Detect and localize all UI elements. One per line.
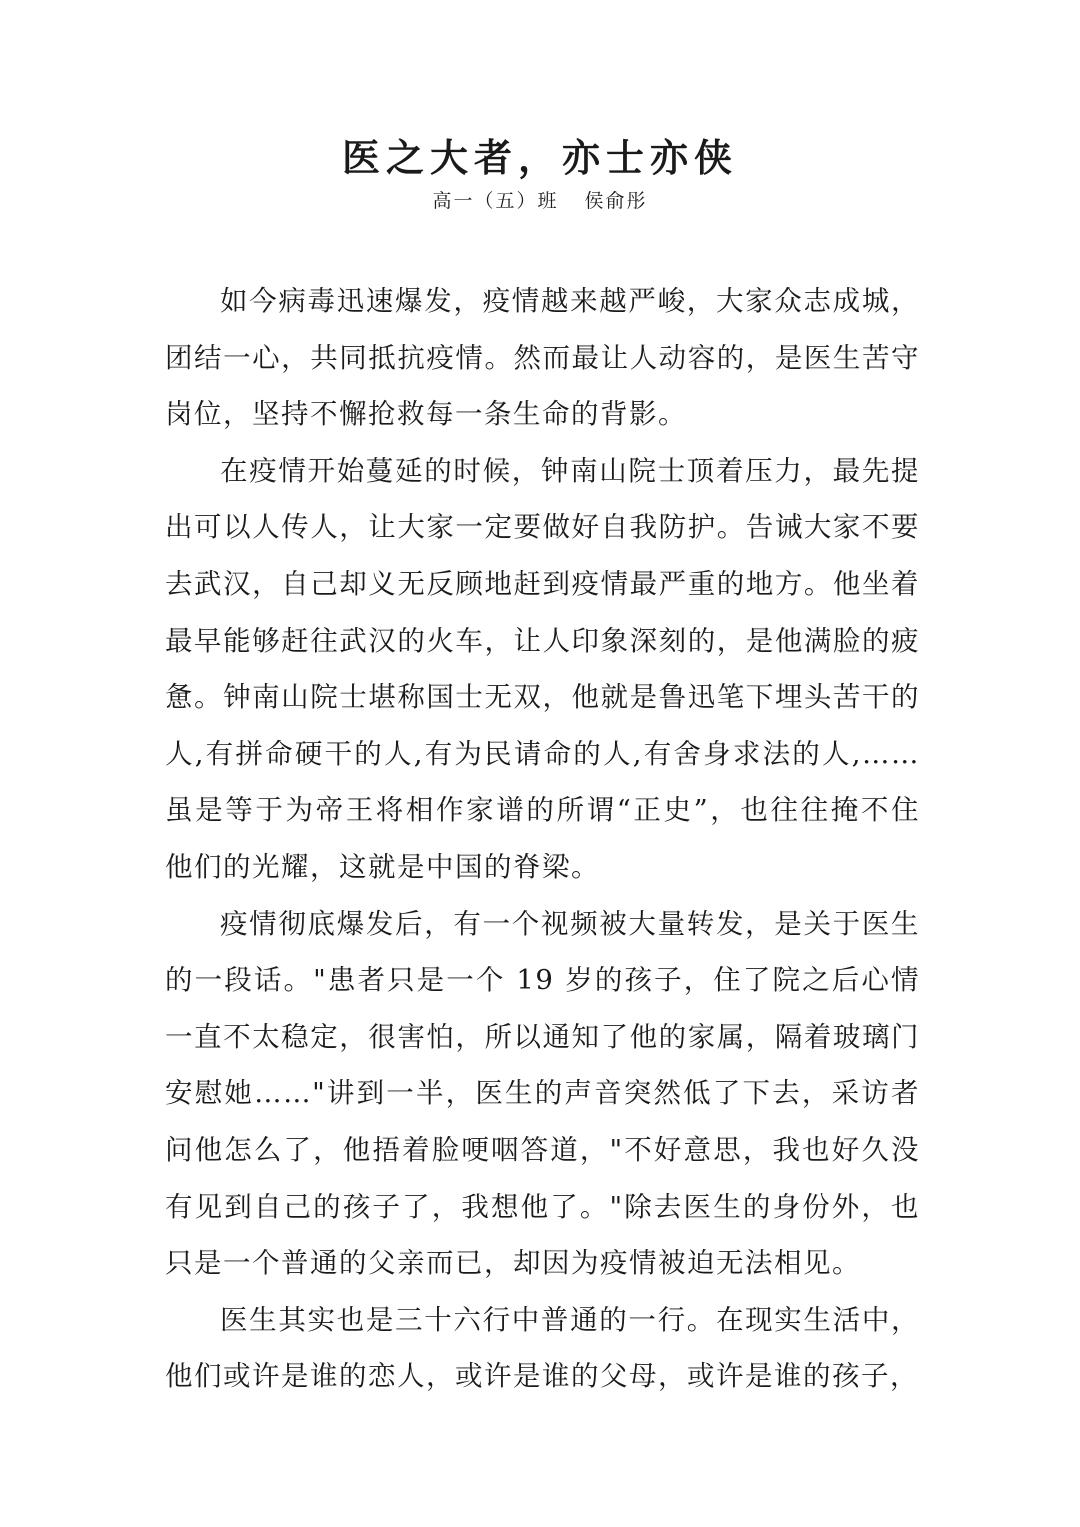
author-name: 侯俞彤	[584, 190, 648, 212]
paragraph-1: 如今病毒迅速爆发，疫情越来越严峻，大家众志成城，团结一心，共同抵抗疫情。然而最让人动容的，是医生苦守岗位，坚持不懈抢救每一条生命的背影。	[165, 285, 920, 431]
class-name: 高一（五）班	[432, 190, 559, 212]
paragraph-4: 医生其实也是三十六行中普通的一行。在现实生活中，他们或许是谁的恋人，或许是谁的父母，或许是谁的孩子，	[165, 1303, 920, 1393]
paragraph-3: 疫情彻底爆发后，有一个视频被大量转发，是关于医生的一段话。"患者只是一个 19 岁的孩子，住了院之后心情一直不太稳定，很害怕，所以通知了他的家属，隔着玻璃门安慰她……"讲到一半，医生的声音突然低了下去，采访者问他怎么了，他捂着脸哽咽答道，"不好意思，我也好久没有见到自己的孩子了，我想他了。"除去医生的身份外，也只是一个普通的父亲而已，却因为疫情被迫无法相见。	[165, 907, 920, 1280]
article-title: 医之大者，亦士亦侠	[341, 135, 738, 180]
article-body	[165, 273, 920, 1405]
paragraph-2: 在疫情开始蔓延的时候，钟南山院士顶着压力，最先提出可以人传人，让大家一定要做好自我防护。告诫大家不要去武汉，自己却义无反顾地赶到疫情最严重的地方。他坐着最早能够赶往武汉的火车，让人印象深刻的，是他满脸的疲惫。钟南山院士堪称国士无双，他就是鲁迅笔下埋头苦干的人,有拼命硬干的人,有为民请命的人,有舍身求法的人,……虽是等于为帝王将相作家谱的所谓“正史”，也往往掩不住他们的光耀，这就是中国的脊梁。	[165, 454, 920, 883]
byline	[0, 186, 1080, 216]
